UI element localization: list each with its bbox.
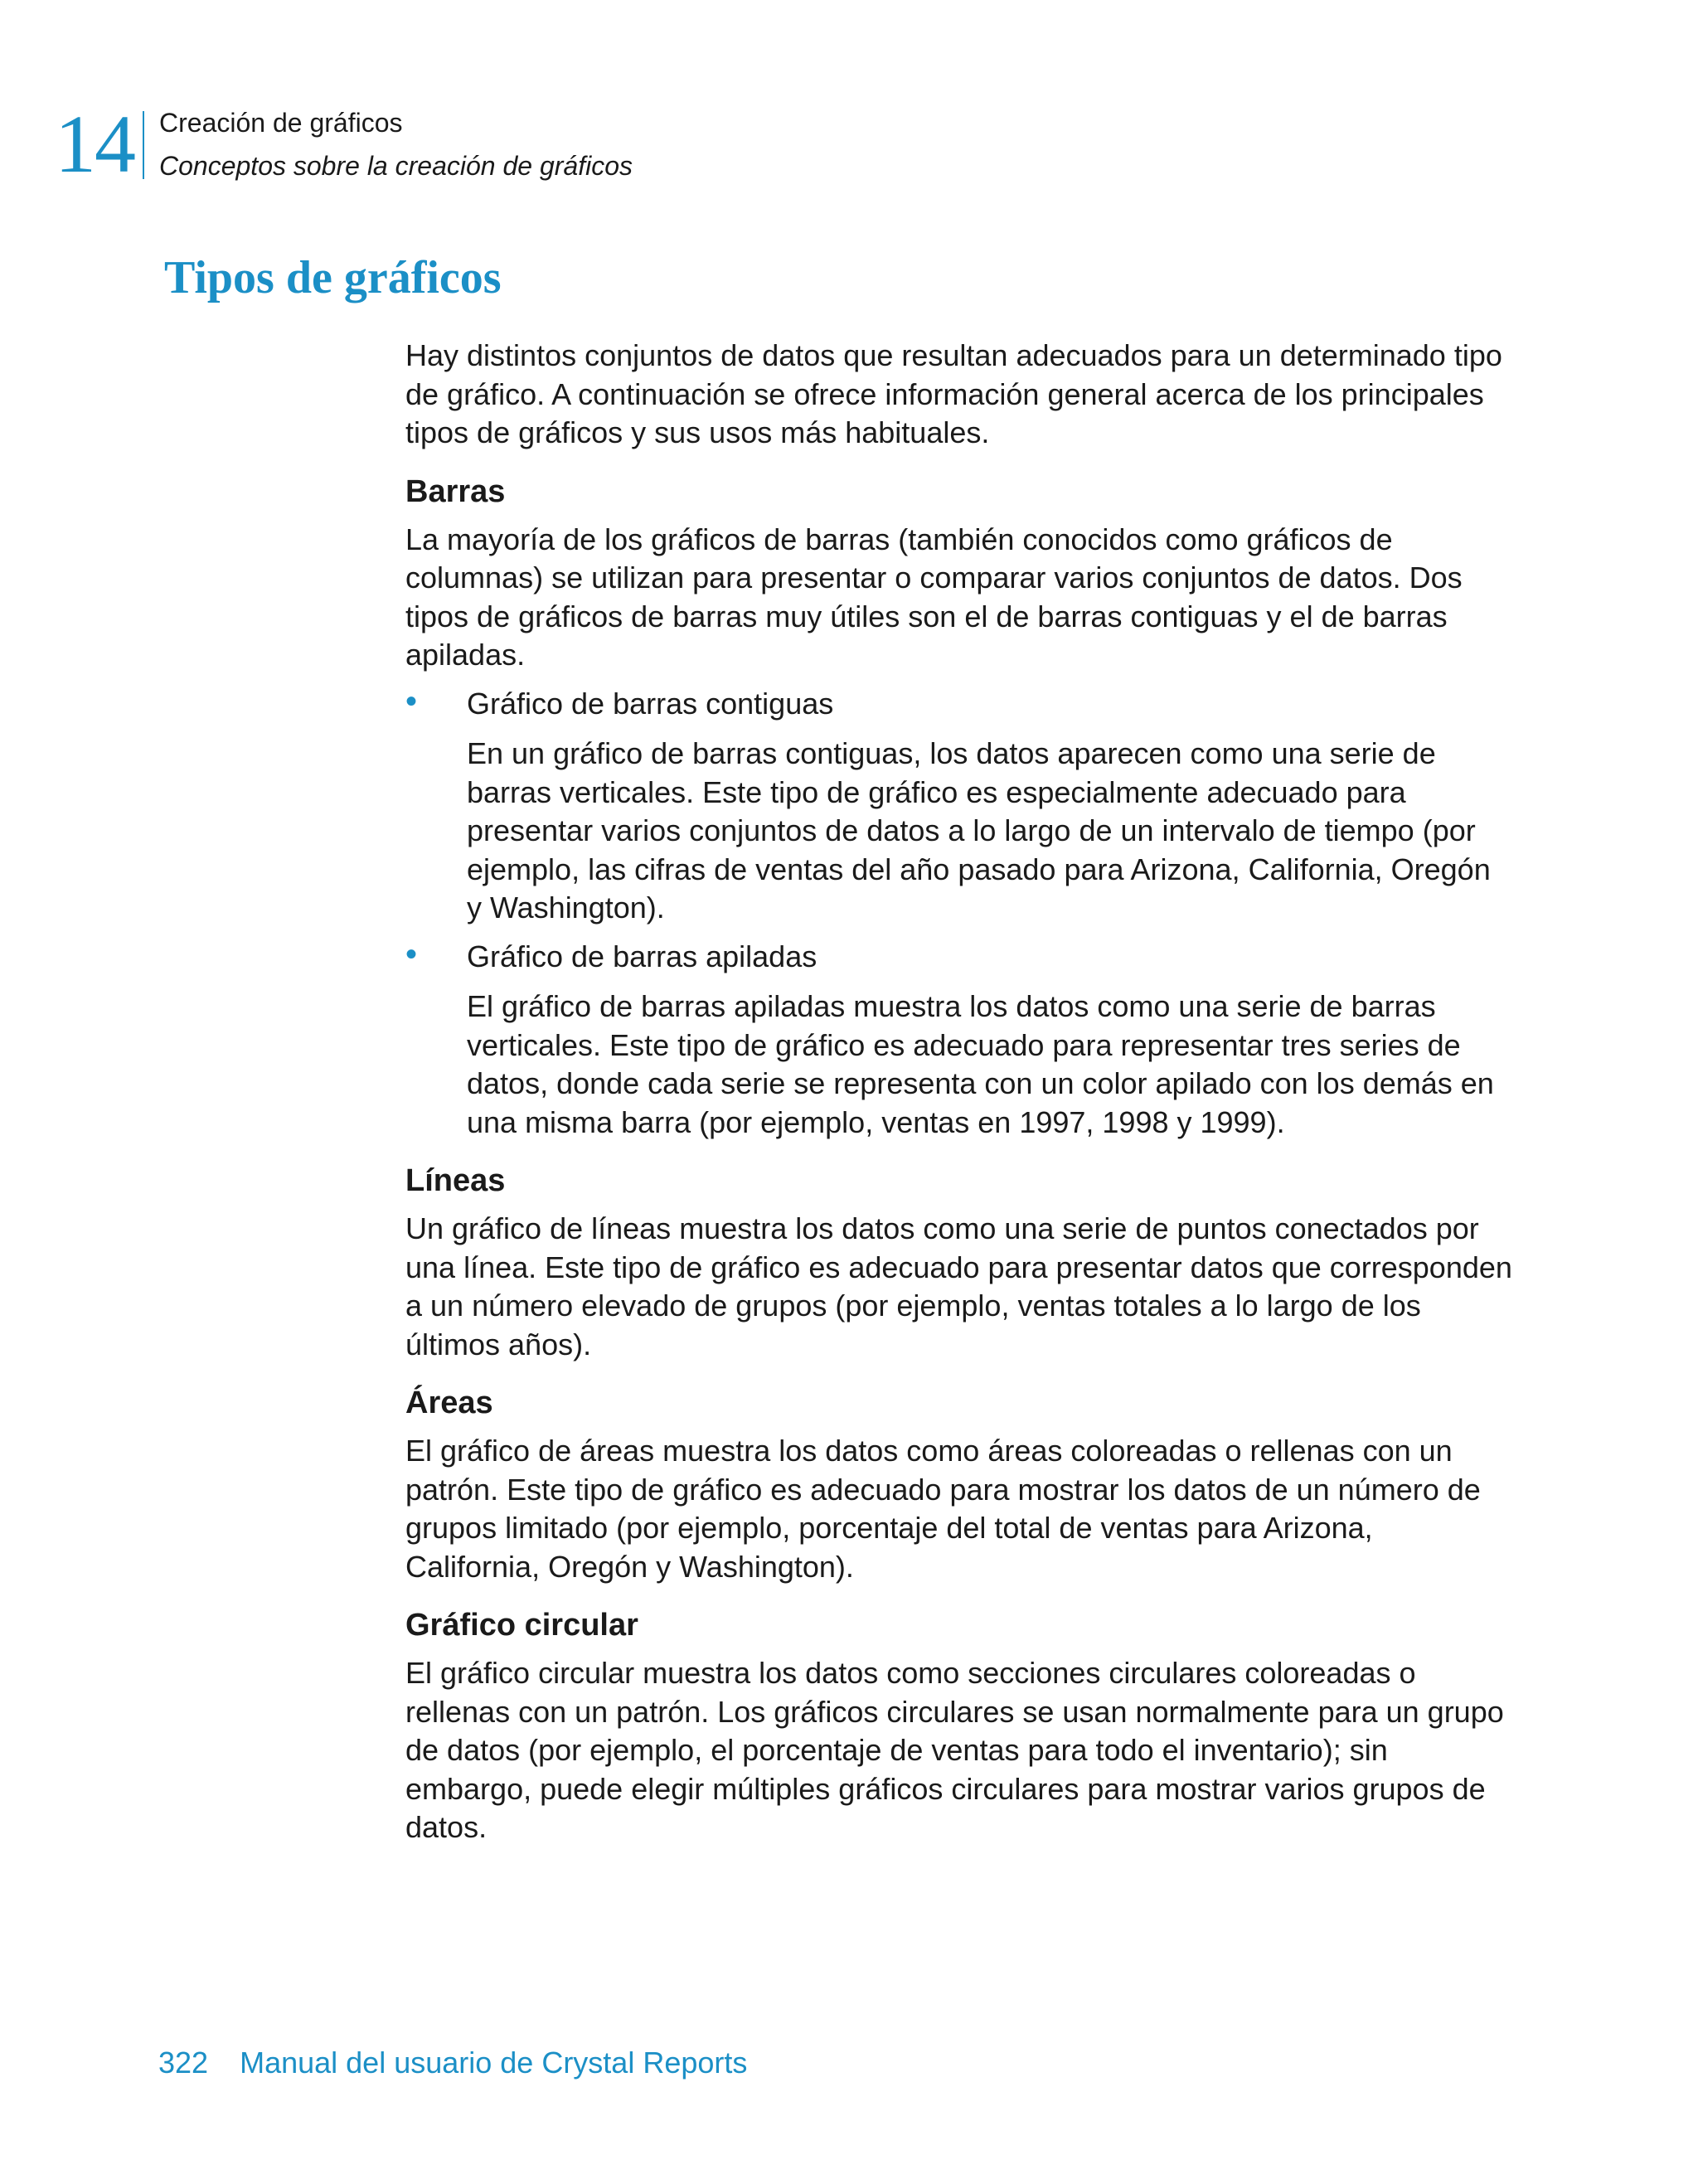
- bullet-icon: •: [405, 682, 418, 720]
- section-heading-lineas: Líneas: [405, 1163, 506, 1198]
- book-title: Manual del usuario de Crystal Reports: [240, 2046, 748, 2080]
- lineas-paragraph: Un gráfico de líneas muestra los datos como una serie de puntos conectados por una línea. Este tipo de gráfico es adecuado para presentar datos que corresponden a un número elevado de grupos (por ejemplo, ventas totales a lo largo de los últimos años).: [405, 1211, 1512, 1361]
- list-item-barras-apiladas: [405, 935, 1512, 1143]
- section-heading-circular: Gráfico circular: [405, 1608, 638, 1643]
- intro-paragraph: Hay distintos conjuntos de datos que resultan adecuados para un determinado tipo de gráfico. A continuación se ofrece información general acerca de los principales tipos de gráficos y sus usos más habituales.: [405, 338, 1502, 449]
- list-item-title: Gráfico de barras contiguas: [467, 686, 834, 721]
- section-barras: [405, 473, 1512, 1143]
- areas-paragraph: El gráfico de áreas muestra los datos como áreas coloreadas o rellenas con un patrón. Este tipo de gráfico es adecuado para mostrar los datos de un número de grupos limitado (por ejemplo, porcentaje del total de ventas para Arizona, California, Oregón y Washington).: [405, 1434, 1481, 1584]
- list-item-title: Gráfico de barras apiladas: [467, 939, 817, 973]
- bar-types-list: [405, 682, 1512, 1143]
- section-circular: [405, 1606, 1512, 1847]
- chapter-title: Creación de gráficos: [159, 108, 403, 138]
- barras-paragraph: La mayoría de los gráficos de barras (también conocidos como gráficos de columnas) se utilizan para presentar o comparar varios conjuntos de datos. Dos tipos de gráficos de barras muy útiles son el de barras contiguas y el de barras apiladas.: [405, 522, 1463, 672]
- section-lineas: [405, 1162, 1512, 1364]
- running-header: [55, 98, 633, 190]
- section-heading-barras: Barras: [405, 473, 506, 509]
- bullet-icon: •: [405, 935, 418, 973]
- section-areas: [405, 1384, 1512, 1586]
- chapter-number: 14: [55, 98, 134, 190]
- page-number: 322: [158, 2046, 209, 2080]
- page-footer: [158, 2045, 747, 2081]
- list-item-text: El gráfico de barras apiladas muestra los datos como una serie de barras verticales. Este tipo de gráfico es adecuado para representar tres series de datos, donde cada serie se representa con un color apilado con los demás en una misma barra (por ejemplo, ventas en 1997, 1998 y 1999).: [467, 989, 1494, 1139]
- list-item-barras-contiguas: [405, 682, 1512, 928]
- circular-paragraph: El gráfico circular muestra los datos como secciones circulares coloreadas o rellenas con un patrón. Los gráficos circulares se usan normalmente para un grupo de datos (por ejemplo, el porcentaje de ventas para todo el inventario); sin embargo, puede elegir múltiples gráficos circulares para mostrar varios grupos de datos.: [405, 1656, 1504, 1844]
- list-item-text: En un gráfico de barras contiguas, los datos aparecen como una serie de barras verticales. Este tipo de gráfico es especialmente adecuado para presentar varios conjuntos de datos a lo largo de un intervalo de tiempo (por ejemplo, las cifras de ventas del año pasado para Arizona, California, Oregón y Washington).: [467, 736, 1491, 925]
- section-title: Conceptos sobre la creación de gráficos: [159, 151, 633, 181]
- section-heading-areas: Áreas: [405, 1386, 493, 1420]
- header-text: [144, 106, 633, 182]
- page-title: Tipos de gráficos: [164, 252, 502, 303]
- main-content: [405, 337, 1512, 1867]
